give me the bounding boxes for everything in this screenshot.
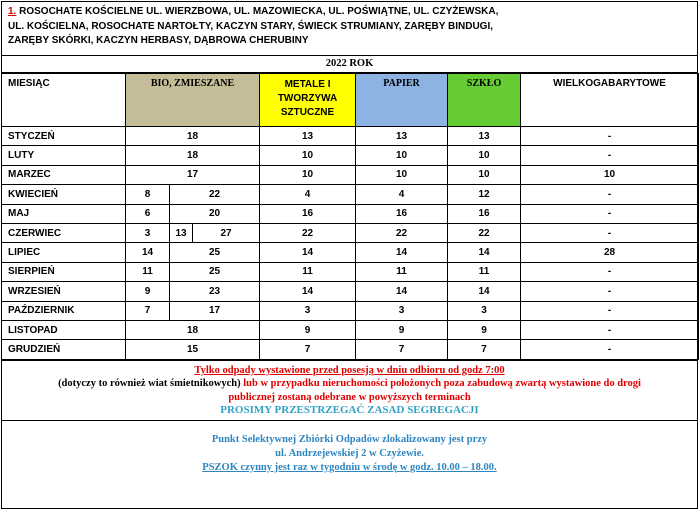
bio-cell: 20 [170,204,260,223]
papier-cell: 9 [356,320,448,339]
szklo-cell: 14 [448,243,521,262]
month-cell: PAŹDZIERNIK [2,301,126,320]
metale-cell: 13 [260,127,356,146]
year-title: 2022 ROK [2,56,697,73]
papier-column-header: PAPIER [356,74,448,127]
wielkogabarytowe-column-header: WIELKOGABARYTOWE [521,74,699,127]
table-row [2,204,699,223]
pszok-hours: PSZOK czynny jest raz w tygodniu w środę w godz. 10.00 – 18.00. [202,461,497,473]
month-cell: SIERPIEŃ [2,262,126,281]
szklo-cell: 10 [448,146,521,165]
table-row [2,223,699,242]
papier-cell: 11 [356,262,448,281]
papier-cell: 16 [356,204,448,223]
locations-line-1: 1. ROSOCHATE KOŚCIELNE UL. WIERZBOWA, UL. MAZOWIECKA, UL. POŚWIĄTNE, UL. CZYŻEWSKA, [8,6,499,17]
papier-cell: 4 [356,185,448,204]
papier-cell: 10 [356,165,448,184]
papier-cell: 22 [356,223,448,242]
bio-cell: 22 [170,185,260,204]
szklo-cell: 3 [448,301,521,320]
metale-cell: 10 [260,165,356,184]
month-cell: LUTY [2,146,126,165]
month-cell: WRZESIEŃ [2,282,126,301]
papier-cell: 13 [356,127,448,146]
bio-cell: 13 [170,223,193,242]
table-row [2,320,699,339]
bio-cell: 8 [126,185,170,204]
szklo-cell: 11 [448,262,521,281]
szklo-cell: 13 [448,127,521,146]
month-cell: LIPIEC [2,243,126,262]
papier-cell: 3 [356,301,448,320]
szklo-cell: 16 [448,204,521,223]
papier-cell: 14 [356,282,448,301]
wielkogabarytowe-cell: - [521,282,699,301]
locations-line-2: UL. KOŚCIELNA, ROSOCHATE NARTOŁTY, KACZYN STARY, ŚWIECK STRUMIANY, ZARĘBY BINDUGI, [8,20,494,32]
bio-cell: 25 [170,262,260,281]
month-column-header: MIESIĄC [2,74,126,127]
metale-cell: 14 [260,282,356,301]
bio-cell: 6 [126,204,170,223]
bio-cell: 18 [126,320,260,339]
pickup-detail: (dotyczy to również wiat śmietnikowych) lub w przypadku nieruchomości położonych poza zabudową zwartą wystawione do drogi [58,378,641,390]
month-cell: CZERWIEC [2,223,126,242]
table-header-row [2,74,699,127]
metale-cell: 3 [260,301,356,320]
wielkogabarytowe-cell: - [521,262,699,281]
bio-cell: 17 [170,301,260,320]
metale-cell: 11 [260,262,356,281]
papier-cell: 7 [356,340,448,359]
wielkogabarytowe-cell: - [521,301,699,320]
table-row [2,165,699,184]
month-cell: MARZEC [2,165,126,184]
wielkogabarytowe-cell: - [521,204,699,223]
pszok-address: ul. Andrzejewskiej 2 w Czyżewie. [275,447,424,459]
table-row [2,146,699,165]
schedule-number: 1. [8,6,17,17]
bio-cell: 18 [126,146,260,165]
table-row [2,301,699,320]
pszok-info [2,420,697,484]
metale-cell: 9 [260,320,356,339]
metale-column-header: METALE I TWORZYWA SZTUCZNE [260,74,356,127]
bio-cell: 15 [126,340,260,359]
szklo-column-header: SZKŁO [448,74,521,127]
month-cell: GRUDZIEŃ [2,340,126,359]
bio-cell: 3 [126,223,170,242]
bio-cell: 18 [126,127,260,146]
metale-cell: 14 [260,243,356,262]
locations-header [2,2,697,56]
bio-cell: 9 [126,282,170,301]
pickup-rule: Tylko odpady wystawione przed posesją w dniu odbioru od godz 7:00 [194,364,505,376]
wielkogabarytowe-cell: - [521,223,699,242]
metale-cell: 4 [260,185,356,204]
metale-cell: 10 [260,146,356,165]
szklo-cell: 9 [448,320,521,339]
papier-cell: 10 [356,146,448,165]
bio-cell: 25 [170,243,260,262]
bio-cell: 11 [126,262,170,281]
szklo-cell: 12 [448,185,521,204]
bio-cell: 14 [126,243,170,262]
table-row [2,262,699,281]
wielkogabarytowe-cell: 10 [521,165,699,184]
wielkogabarytowe-cell: - [521,340,699,359]
szklo-cell: 14 [448,282,521,301]
month-cell: KWIECIEŃ [2,185,126,204]
metale-cell: 7 [260,340,356,359]
month-cell: MAJ [2,204,126,223]
segregation-appeal: PROSIMY PRZESTRZEGAĆ ZASAD SEGREGACJI [220,404,479,417]
bio-cell: 17 [126,165,260,184]
bio-cell: 7 [126,301,170,320]
metale-cell: 16 [260,204,356,223]
szklo-cell: 7 [448,340,521,359]
table-row [2,282,699,301]
table-row [2,185,699,204]
table-row [2,340,699,359]
wielkogabarytowe-cell: - [521,146,699,165]
bio-cell: 27 [193,223,260,242]
month-cell: STYCZEŃ [2,127,126,146]
pickup-notes [2,360,697,420]
table-row [2,243,699,262]
pszok-location: Punkt Selektywnej Zbiórki Odpadów zlokalizowany jest przy [211,433,488,445]
schedule-sheet [1,1,698,509]
wielkogabarytowe-cell: - [521,127,699,146]
pickup-detail-continued: publicznej zostaną odebrane w powyższych terminach [228,391,471,403]
wielkogabarytowe-cell: - [521,320,699,339]
metale-cell: 22 [260,223,356,242]
table-row [2,127,699,146]
month-cell: LISTOPAD [2,320,126,339]
szklo-cell: 22 [448,223,521,242]
bio-column-header: BIO, ZMIESZANE [126,74,260,127]
collection-table [1,73,699,360]
wielkogabarytowe-cell: - [521,185,699,204]
szklo-cell: 10 [448,165,521,184]
papier-cell: 14 [356,243,448,262]
wielkogabarytowe-cell: 28 [521,243,699,262]
bio-cell: 23 [170,282,260,301]
locations-line-3: ZARĘBY SKÓRKI, KACZYN HERBASY, DĄBROWA CHERUBINY [8,35,309,46]
